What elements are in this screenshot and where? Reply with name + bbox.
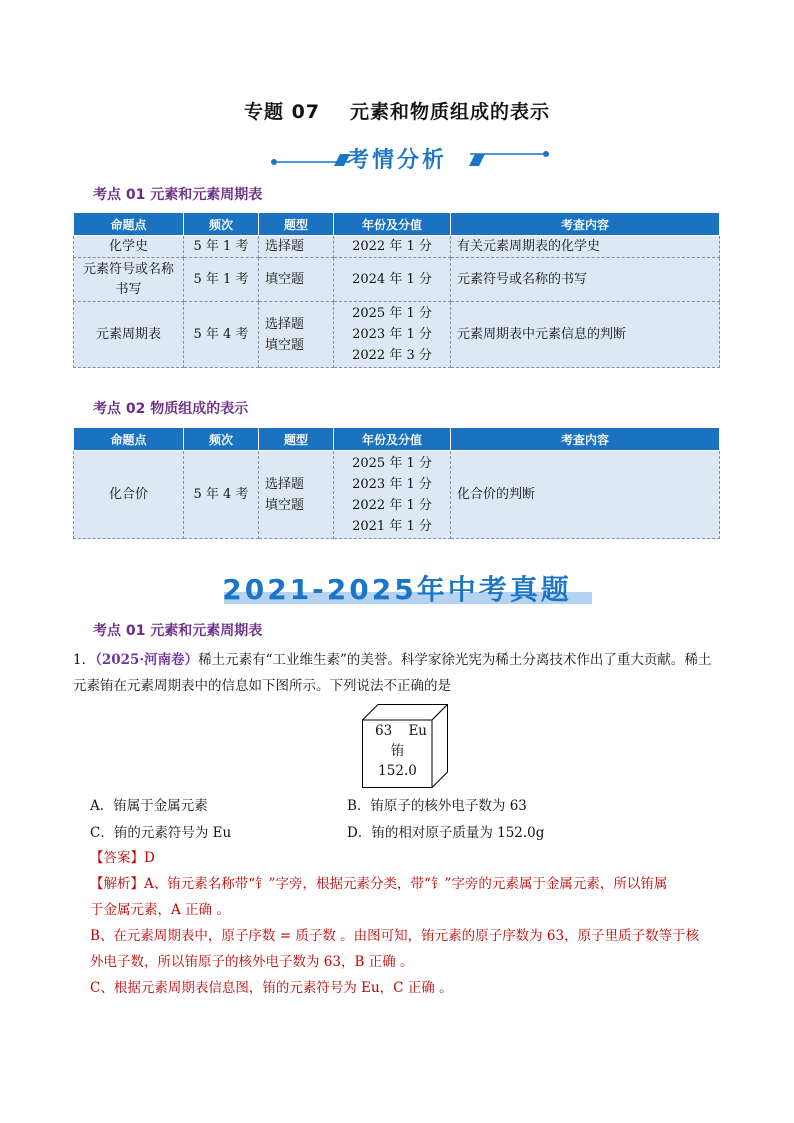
table-row <box>74 302 720 368</box>
question-text: 稀土元素有“工业维生素”的美誉。科学家徐光宪为稀土分离技术作出了重大贡献。稀土 <box>198 652 712 668</box>
cell-freq: 5 年 1 考 <box>184 236 259 258</box>
atomic-mass: 152.0 <box>378 763 417 779</box>
question-1 <box>73 647 723 699</box>
header-cell: 题型 <box>259 213 334 236</box>
answer: 【答案】D <box>90 850 155 866</box>
question-number: 1． <box>73 652 96 668</box>
cell-content: 化合价的判断 <box>451 451 720 539</box>
cell-years: 2022 年 1 分 <box>334 236 451 258</box>
analysis-line: A、铕元素名称带“钅”字旁，根据元素分类，带“钅”字旁的元素属于金属元素，所以铕属 <box>144 876 668 892</box>
option-d: D．铕的相对原子质量为 152.0g <box>347 825 545 841</box>
cell-point: 化合价 <box>74 451 184 539</box>
header-cell: 频次 <box>184 428 259 451</box>
cell-point: 元素符号或名称书写 <box>74 258 184 302</box>
analysis-line: B、在元素周期表中，原子序数 = 质子数 。由图可知，铕元素的原子序数为 63，原子里质子数等于核 <box>90 928 700 944</box>
option-c: C．铕的元素符号为 Eu <box>90 825 232 841</box>
title-text: 元素和物质组成的表示 <box>350 101 551 123</box>
table-row <box>74 451 720 539</box>
question-text: 元素铕在元素周期表中的信息如下图所示。下列说法不正确的是 <box>73 678 451 694</box>
option-a: A．铕属于金属元素 <box>90 798 208 814</box>
cell-type: 选择题 <box>259 236 334 258</box>
cell-years: 2024 年 1 分 <box>334 258 451 302</box>
header-cell: 年份及分值 <box>334 213 451 236</box>
table-row <box>74 258 720 302</box>
cell-point: 元素周期表 <box>74 302 184 368</box>
cell-years: 2025 年 1 分 2023 年 1 分 2022 年 1 分 2021 年 1 分 <box>334 451 451 539</box>
analysis-line: 外电子数，所以铕原子的核外电子数为 63，B 正确 。 <box>90 954 414 970</box>
analysis-line: C、根据元素周期表信息图，铕的元素符号为 Eu，C 正确 。 <box>90 980 453 996</box>
header-cell: 命题点 <box>74 213 184 236</box>
cell-content: 元素符号或名称的书写 <box>451 258 720 302</box>
element-name: 铕 <box>390 743 405 759</box>
cell-point: 化学史 <box>74 236 184 258</box>
table-header-row <box>74 428 720 451</box>
cell-freq: 5 年 4 考 <box>184 302 259 368</box>
header-cell: 年份及分值 <box>334 428 451 451</box>
cell-years: 2025 年 1 分 2023 年 1 分 2022 年 3 分 <box>334 302 451 368</box>
exam-table-1 <box>73 212 720 368</box>
analysis-line: 于金属元素，A 正确 。 <box>90 902 230 918</box>
answer-block <box>90 845 730 1001</box>
question-source: （2025·河南卷） <box>95 652 199 668</box>
table-row <box>74 236 720 258</box>
header-cell: 题型 <box>259 428 334 451</box>
section-heading: 考点 02 物质组成的表示 <box>93 401 249 417</box>
analysis-label: 【解析】 <box>90 876 144 892</box>
header-cell: 考查内容 <box>451 428 720 451</box>
table-header-row <box>74 213 720 236</box>
cell-freq: 5 年 1 考 <box>184 258 259 302</box>
page-title <box>0 97 794 124</box>
element-info <box>363 721 432 781</box>
header-cell: 考查内容 <box>451 213 720 236</box>
atomic-number: 63 <box>375 723 393 739</box>
section-heading: 考点 01 元素和元素周期表 <box>93 623 263 639</box>
header-cell: 频次 <box>184 213 259 236</box>
exam-section-title: 2021-2025年中考真题 <box>222 573 572 606</box>
option-b: B．铕原子的核外电子数为 63 <box>347 798 527 814</box>
title-number: 专题 07 <box>243 101 321 123</box>
cell-type: 填空题 <box>259 258 334 302</box>
cell-type: 选择题 填空题 <box>259 451 334 539</box>
banner-title: 考情分析 <box>346 148 447 173</box>
cell-freq: 5 年 4 考 <box>184 451 259 539</box>
section-heading: 考点 01 元素和元素周期表 <box>93 187 263 203</box>
cell-type: 选择题 填空题 <box>259 302 334 368</box>
exam-table-2 <box>73 427 720 539</box>
cell-content: 元素周期表中元素信息的判断 <box>451 302 720 368</box>
header-cell: 命题点 <box>74 428 184 451</box>
cell-content: 有关元素周期表的化学史 <box>451 236 720 258</box>
element-symbol: Eu <box>408 723 427 739</box>
